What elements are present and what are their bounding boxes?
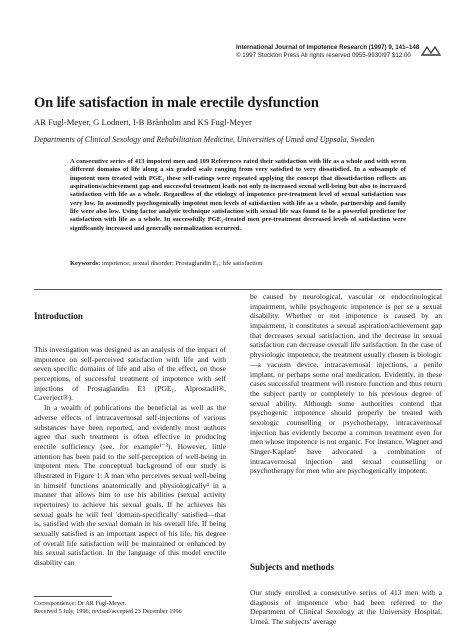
article-affiliation: Departments of Clinical Sexology and Rehabilitation Medicine, Universities of Umeå and Uppsala, Sweden	[34, 135, 375, 144]
article-title: On life satisfaction in male erectile dysfunction	[34, 95, 319, 111]
stockton-press-logo-icon	[420, 44, 442, 58]
introduction-heading: Introduction	[34, 311, 83, 321]
left-column	[34, 345, 226, 568]
keywords	[70, 260, 406, 267]
footnote-divider	[34, 596, 112, 597]
keywords-label: Keywords:	[70, 260, 101, 267]
intro-paragraph-1: This investigation was designed as an analysis of the impact of impotence on self-perceived satisfaction with life and with seven specific domains of life and also of the effect, on those perceptions, of successful treatment of impotence with self injections of Prostaglandin E1 (PGE₁, Alprostadil®, Caverject®).	[34, 345, 226, 403]
keywords-list: impotence; sexual disorder; Prostaglandin E₁; life satisfaction	[101, 260, 263, 267]
subjects-paragraph-1: Our study enrolled a consecutive series of 413 men with a diagnosis of impotence who had been referred to the Department of Clinical Sexology at the University Hospital, Umeå. The subjects' average	[250, 588, 442, 627]
abstract: A consecutive series of 413 impotent men and 109 References rated their satisfaction with life as a whole and with seven different domains of life along a six graded scale ranging from very satisfied to very dissatisfied. In a subsample of impotent men treated with PGE₁ these self-ratings were repeated applying the concept that dissatisfaction reflects an aspirations/achievement gap and successful treatment leads not only to increased sexual well-being but also to increased satisfaction with life as a whole. Regardless of the etiology of impotence pre-treatment level of sexual satisfaction was very low. In assumedly psychogenically impotent men levels of satisfaction with life as a whole, partnership and family life were also low. Using factor analytic technique satisfaction with sexual life was found to be a powerful predictor for satisfaction with life as a whole. In successfully PGE₁-treated men pre-treatment decreased levels of satisfaction were significantly increased and generally normalization occurred.	[70, 158, 406, 232]
header-divider	[34, 289, 442, 290]
received-note: Received 5 July, 1996; revised/accepted 23 December 1996	[34, 608, 182, 615]
footnote	[34, 600, 182, 616]
subjects-heading: Subjects and methods	[250, 562, 335, 572]
right-paragraph-1: be caused by neurological, vascular or endocrinological impairment, while psychogenic impotence is per se a sexual disability. Whether or not impotence is caused by an impairment, it constitutes a sexual aspiration/achievement gap that decreases sexual satisfaction, and the decrease in sexual satisfaction can decrease overall life satisfaction. In the case of physiologic impotence, the treatment usually chosen is biologic—a vacuum device, intracavernosal injections, a penile implant, or perhaps some oral medication. Evidently, in these cases successful treatment will restore function and thus return the subject partly or completely to his previous degree of sexual ability. Although some authorities contend that psychogenic impotence should properly be treated with sexologic counselling or psychotherapy, intracavernosal injection has evidently become a common treatment even for men whose impotence is not organic. For instance, Wagner and Singer-Kaplan⁵ have advocated a combination of intracavernosal injection and sexual counselling or psychotherapy for men who are psychogenically impotent.	[250, 292, 442, 476]
correspondence-note: Correspondence: Dr AR Fugl-Meyer.	[34, 600, 127, 607]
copyright-line: © 1997 Stockton Press All rights reserved 0955-9930/97 $12.00	[236, 52, 411, 59]
journal-citation: International Journal of Impotence Research (1997) 9, 141–148	[236, 44, 420, 51]
intro-paragraph-2: In a wealth of publications the beneficial as well as the adverse effects of intracavernosal self-injections of various substances have been reported, and evidently most authors agree that such treatment is often effective in producing erectile sufficiency (see, for example¹⁻³). However, little attention has been paid to the self-perception of well-being in impotent men. The conceptual background of our study is illustrated in Figure 1: A man who perceives sexual well-being in himself functions anatomically and physiologically⁴ in a manner that allows him to use his abilities (sexual activity repertoires) to achieve his sexual goals. If he achieves his sexual goals he will feel 'domain-specifically' satisfied—that is, satisfied with the sexual domain in his overall life. If being sexually satisfied is an important aspect of his life, his degree of overall life satisfaction will be maintained or enhanced by his sexual satisfaction. In the language of this model erectile disability can	[34, 403, 226, 568]
right-column	[250, 292, 442, 476]
article-authors: AR Fugl-Meyer, G Lodnert, I-B Brånholm and KS Fugl-Meyer	[34, 117, 252, 127]
journal-header	[236, 44, 419, 60]
